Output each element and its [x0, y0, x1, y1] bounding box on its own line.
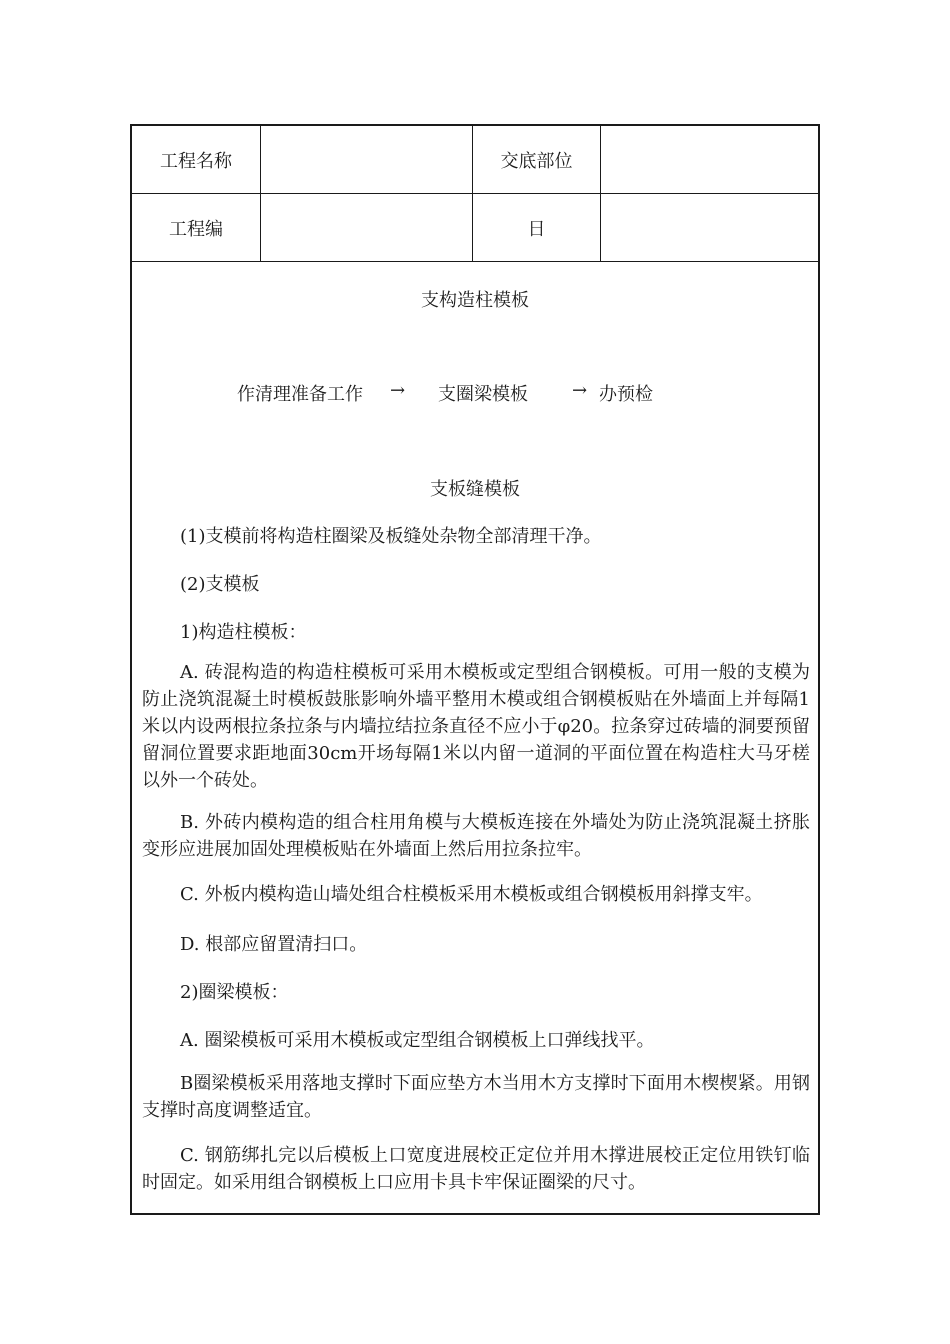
flow-step-1: 作清理准备工作	[237, 384, 363, 405]
flow-step-3: 办预检	[599, 384, 653, 405]
content-area	[132, 262, 818, 1213]
project-name-label: 工程名称	[132, 126, 261, 193]
paragraph-qa: A. 圈梁模板可采用木模板或定型组合钢模板上口弹线找平。	[180, 1030, 655, 1051]
paragraph-b: B. 外砖内模构造的组合柱用角模与大模板连接在外墙处为防止浇筑混凝土挤胀变形应进展加固处理模板贴在外墙面上然后用拉条拉牢。	[142, 812, 810, 860]
paragraph-1: (1)支模前将构造柱圈梁及板缝处杂物全部清理干净。	[180, 526, 602, 547]
project-no-field[interactable]	[261, 194, 473, 261]
header-row-2	[132, 194, 818, 262]
flow-step-2: 支圈梁模板	[438, 384, 528, 405]
header-row-1	[132, 126, 818, 194]
paragraph-qc: C. 钢筋绑扎完以后模板上口宽度进展校正定位并用木撑进展校正定位用铁钉临时固定。如采用组合钢模板上口应用卡具卡牢保证圈梁的尺寸。	[142, 1145, 810, 1193]
paragraph-2: (2)支模板	[180, 574, 260, 595]
paragraph-a: A. 砖混构造的构造柱模板可采用木模板或定型组合钢模板。可用一般的支模为防止浇筑混凝土时模板鼓胀影响外墙平整用木模或组合钢模板贴在外墙面上并每隔1米以内设两根拉条拉条与内墙拉结拉条直径不应小于φ20。拉条穿过砖墙的洞要预留留洞位置要求距地面30cm开场每隔1米以内留一道洞的平面位置在构造柱大马牙槎以外一个砖处。	[142, 662, 810, 791]
flow-arrow-1: →	[390, 380, 406, 401]
project-name-field[interactable]	[261, 126, 473, 193]
location-label: 交底部位	[473, 126, 601, 193]
date-field[interactable]	[601, 194, 820, 261]
location-field[interactable]	[601, 126, 820, 193]
heading-column-formwork: 支构造柱模板	[421, 290, 529, 311]
project-no-label: 工程编	[132, 194, 261, 261]
paragraph-d: D. 根部应留置清扫口。	[180, 934, 368, 955]
heading-slab-joint: 支板缝模板	[430, 479, 520, 500]
date-label: 日	[473, 194, 601, 261]
flow-arrow-2: →	[572, 380, 588, 401]
paragraph-4: 2)圈梁模板：	[180, 982, 289, 1003]
paragraph-3: 1)构造柱模板：	[180, 622, 307, 643]
disclosure-form	[130, 124, 820, 1215]
paragraph-qb: B圈梁模板采用落地支撑时下面应垫方木当用木方支撑时下面用木楔楔紧。用钢支撑时高度调整适宜。	[142, 1073, 810, 1121]
paragraph-c: C. 外板内模构造山墙处组合柱模板采用木模板或组合钢模板用斜撑支牢。	[180, 884, 763, 905]
